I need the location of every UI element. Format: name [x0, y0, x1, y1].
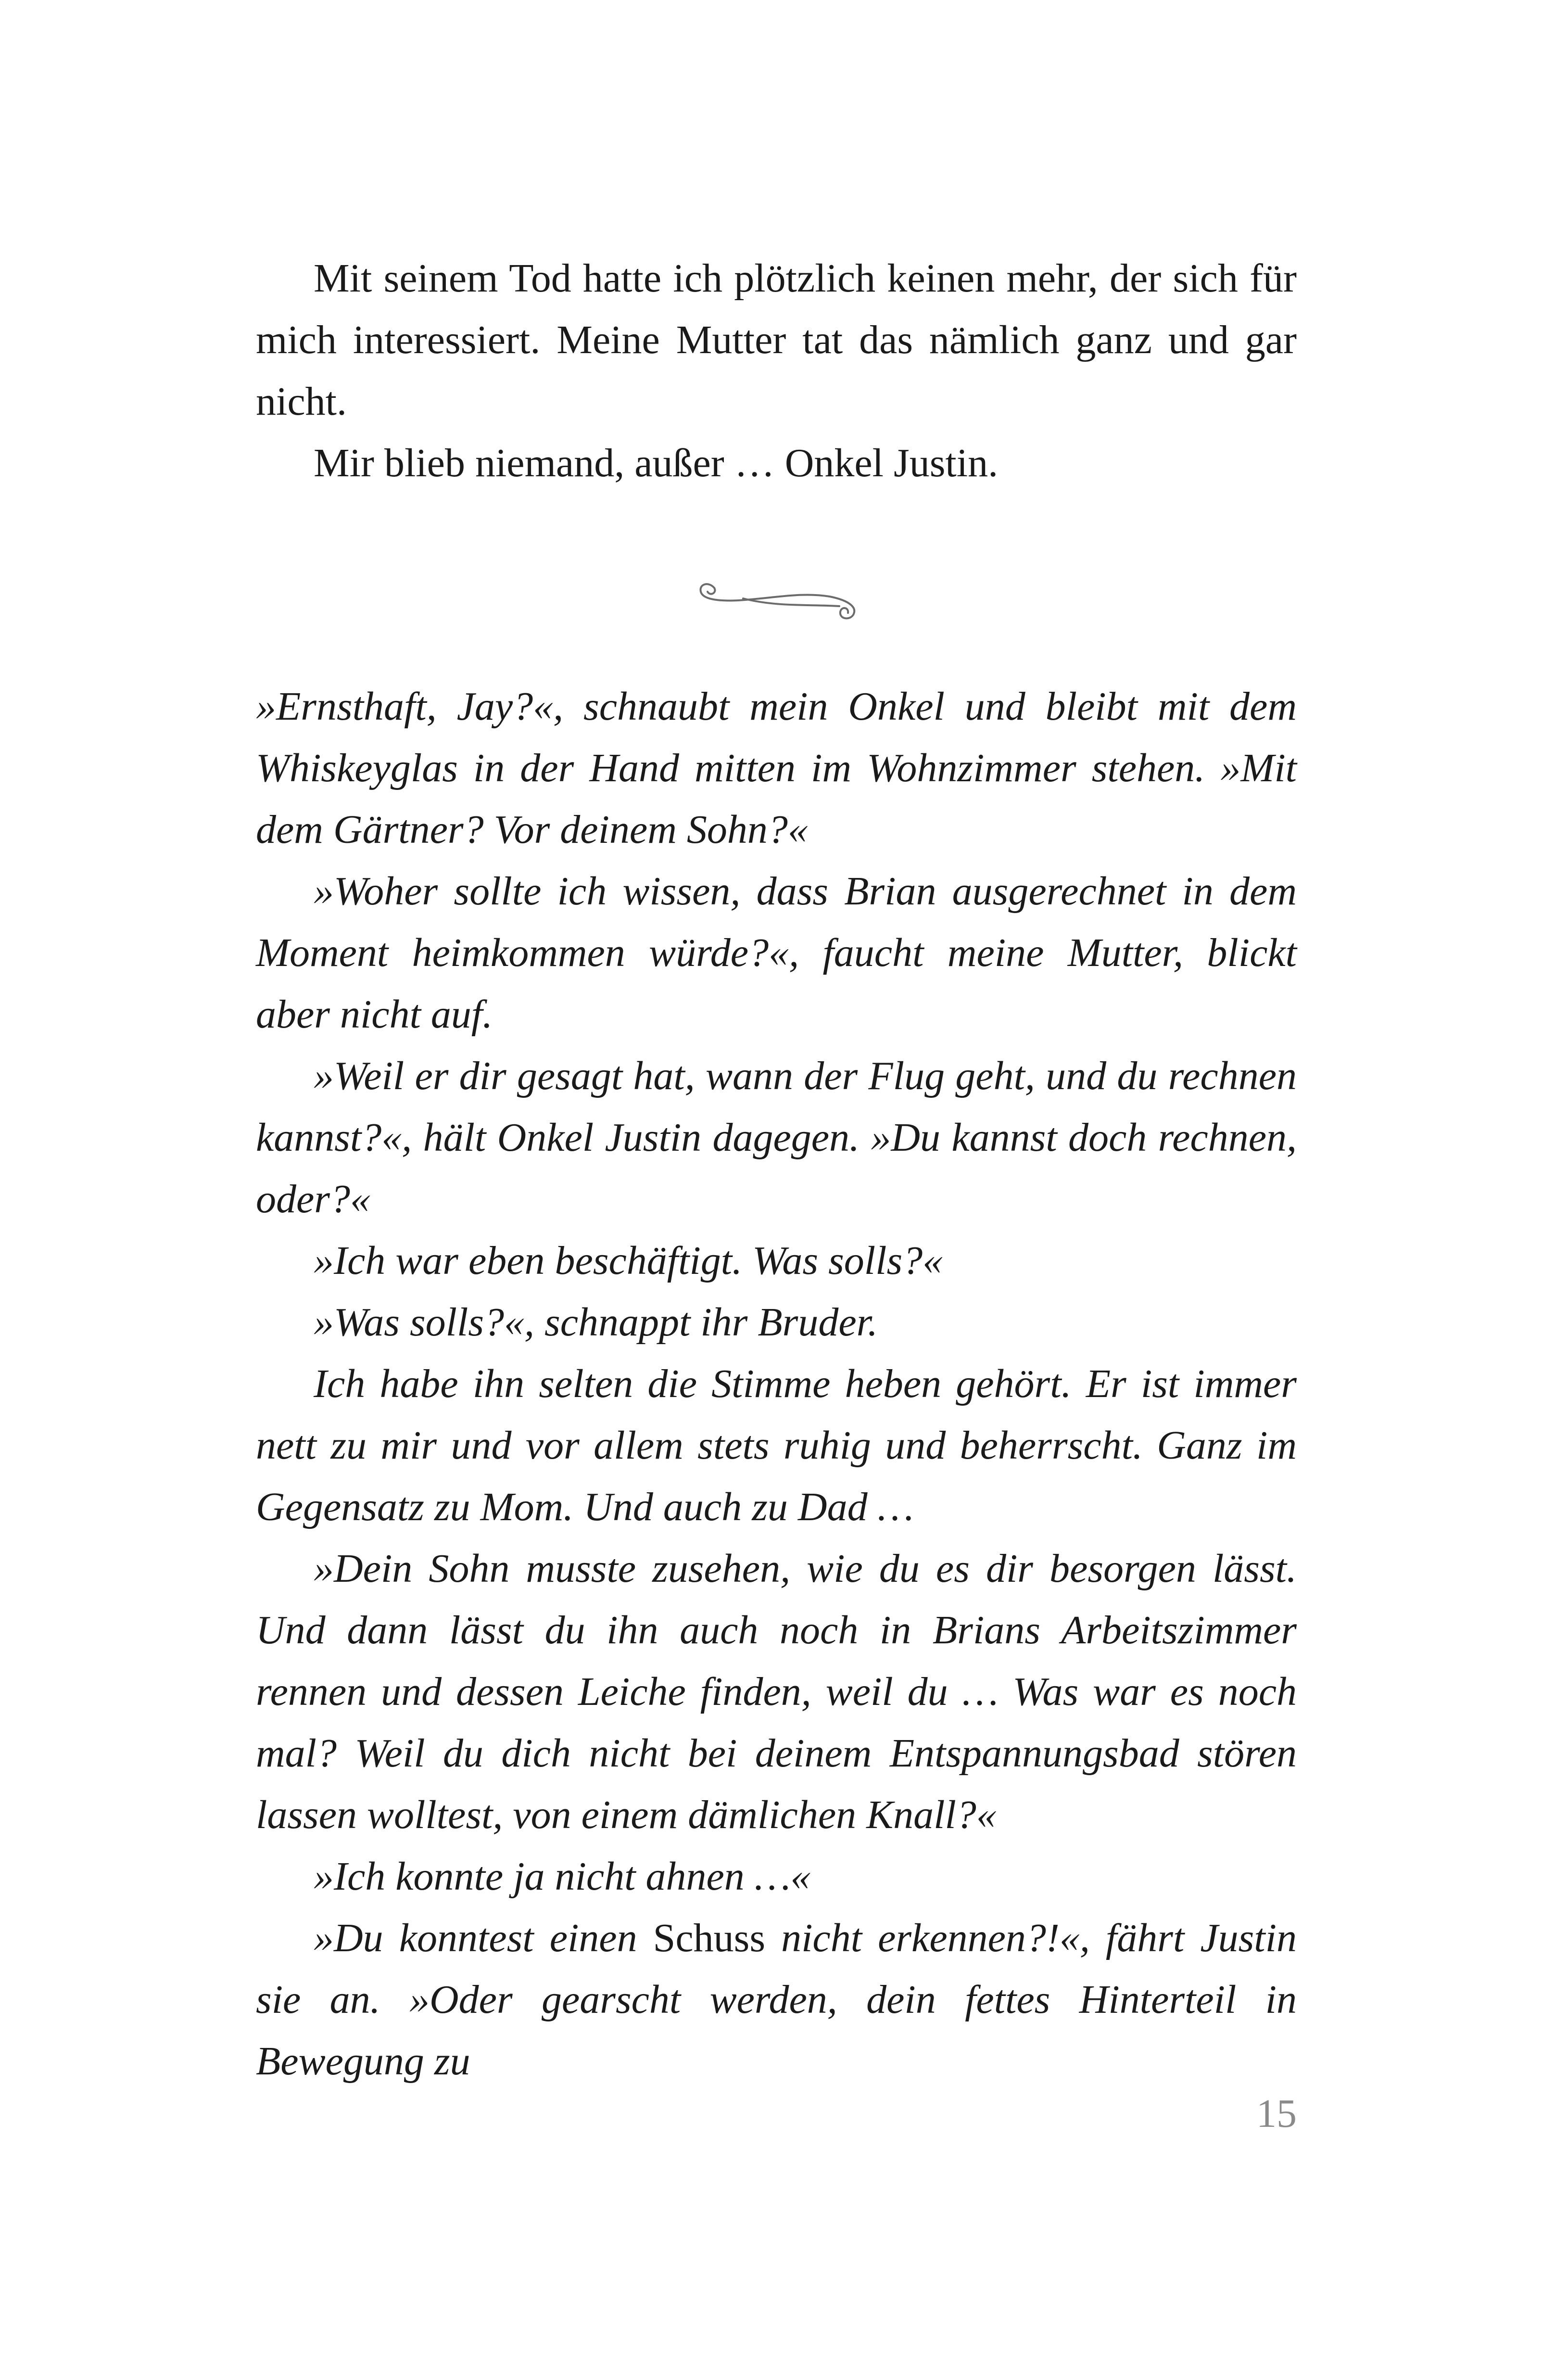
text-section-lower: [256, 676, 1297, 2092]
paragraph: »Was solls?«, schnappt ihr Bruder.: [314, 1300, 878, 1345]
paragraph: Mir blieb niemand, außer … Onkel Justin.: [314, 441, 999, 485]
paragraph: »Weil er dir gesagt hat, wann der Flug geht, und du rechnen kannst?«, hält Onkel Justin dagegen. »Du kannst doch rechnen, oder?«: [256, 1054, 1297, 1221]
paragraph: Mit seinem Tod hatte ich plötzlich keinen mehr, der sich für mich interessiert. Meine Mutter tat das nämlich ganz und gar nicht.: [256, 256, 1297, 424]
emphasis-word: Schuss: [653, 1916, 766, 1960]
paragraph-text: nicht erkennen?!«, fährt Justin sie an. »Oder gearscht werden, dein fettes Hinterteil in Bewegung zu: [256, 1916, 1297, 2084]
paragraph: »Woher sollte ich wissen, dass Brian ausgerechnet in dem Moment heimkommen würde?«, faucht meine Mutter, blickt aber nicht auf.: [256, 869, 1297, 1037]
paragraph: »Ernsthaft, Jay?«, schnaubt mein Onkel und bleibt mit dem Whiskeyglas in der Hand mitten im Wohnzimmer stehen. »Mit dem Gärtner? Vor deinem Sohn?«: [256, 684, 1297, 852]
paragraph: »Ich war eben beschäftigt. Was solls?«: [314, 1238, 943, 1283]
paragraph: »Dein Sohn musste zusehen, wie du es dir besorgen lässt. Und dann lässt du ihn auch noch in Brians Arbeitszimmer rennen und dessen Leiche finden, weil du … Was war es noch mal? Weil du dich nicht bei deinem Entspannungsbad stören lassen wolltest, von einem dämlichen Knall?«: [256, 1546, 1297, 1837]
page-number: 15: [1256, 2091, 1297, 2136]
paragraph: [256, 1907, 1297, 2092]
paragraph: Ich habe ihn selten die Stimme heben gehört. Er ist immer nett zu mir und vor allem stets ruhig und beherrscht. Ganz im Gegensatz zu Mom. Und auch zu Dad …: [256, 1361, 1297, 1529]
text-section-upper: [256, 248, 1297, 494]
paragraph-text: »Du konntest einen: [314, 1916, 653, 1960]
flourish-divider-icon: [695, 563, 878, 625]
paragraph: »Ich konnte ja nicht ahnen …«: [314, 1854, 811, 1899]
